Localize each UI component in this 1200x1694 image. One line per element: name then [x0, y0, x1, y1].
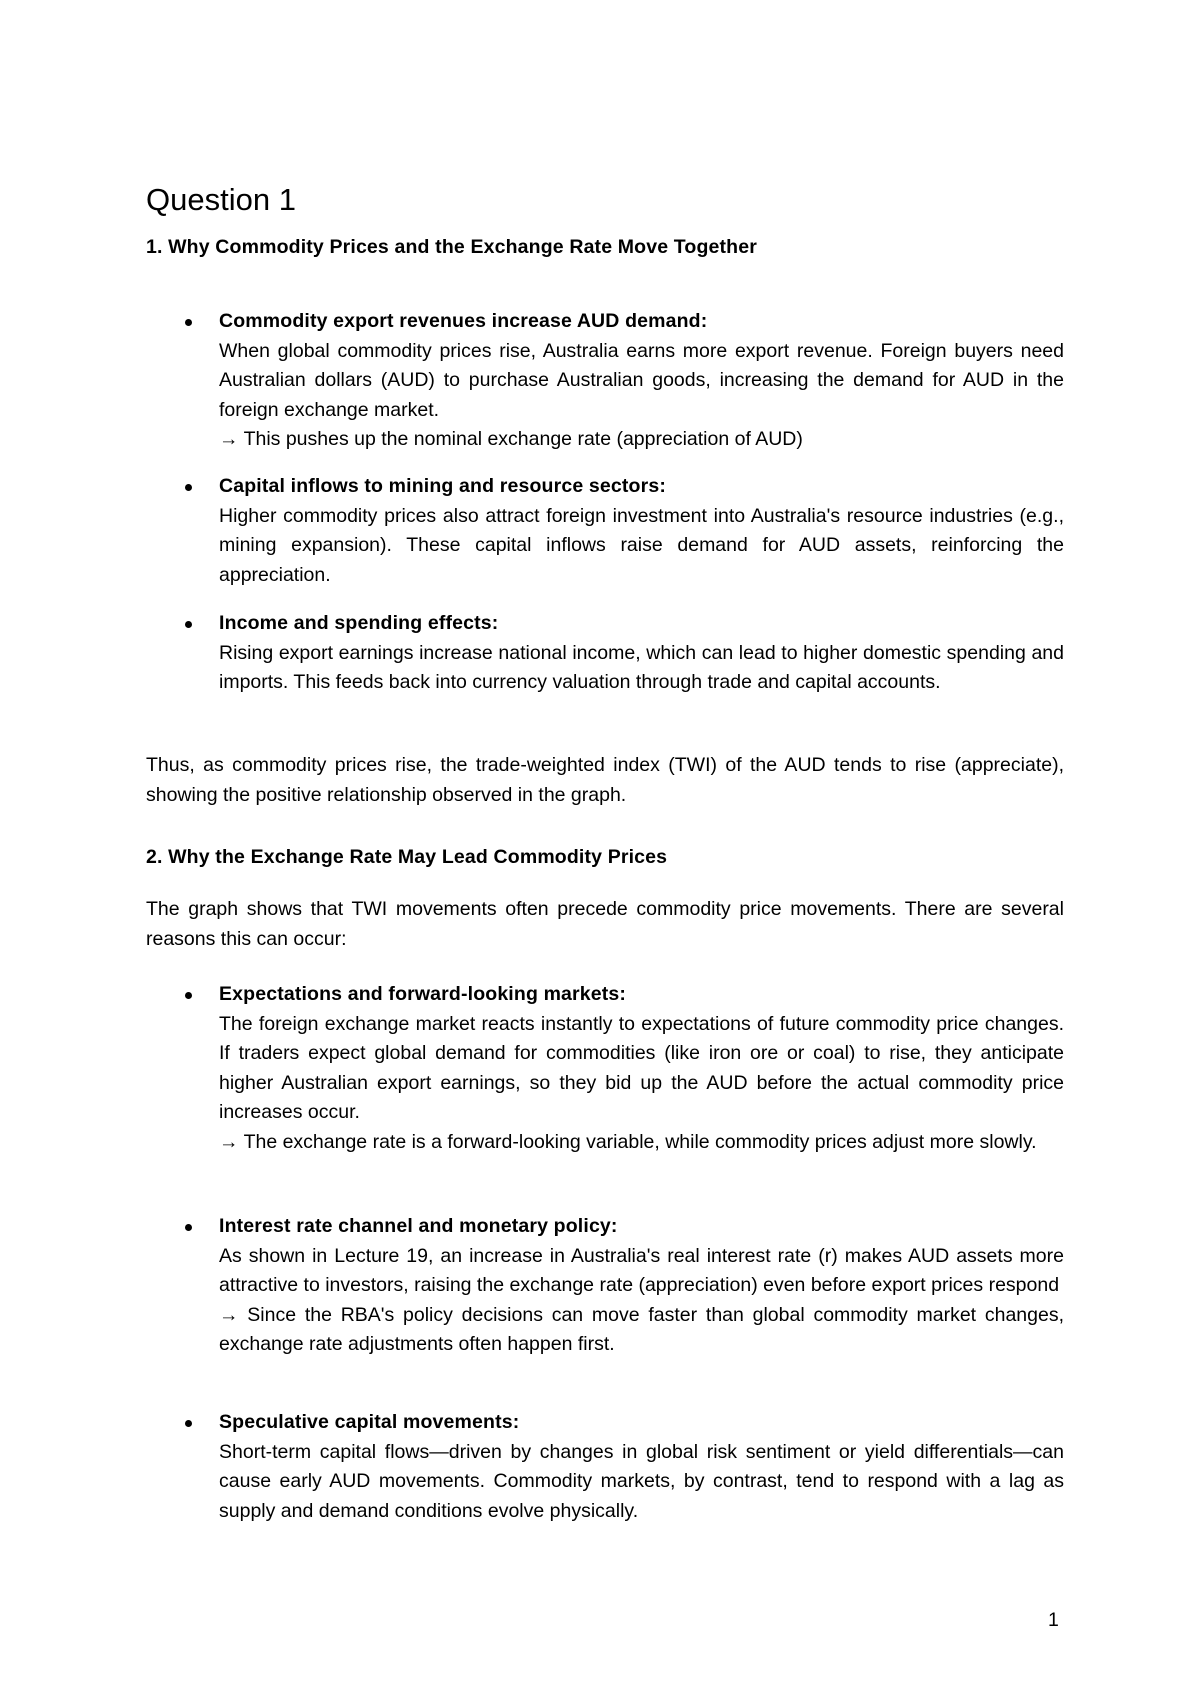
list-item-title: Speculative capital movements:	[219, 1411, 520, 1433]
list-item-title: Income and spending effects:	[219, 612, 499, 634]
page-number: 1	[1048, 1609, 1059, 1631]
list-item-arrow-note: → Since the RBA's policy decisions can move faster than global commodity market changes, exchange rate adjustments often happen first.	[219, 1303, 1064, 1355]
list-item-text: Short-term capital flows—driven by changes in global risk sentiment or yield differentials—can cause early AUD movements. Commodity markets, by contrast, tend to respond with a lag as supply and demand conditions evolve physically.	[219, 1440, 1064, 1522]
list-item-text: The foreign exchange market reacts instantly to expectations of future commodity price changes. If traders expect global demand for commodities (like iron ore or coal) to rise, they anticipate higher Australian export earnings, so they bid up the AUD before the actual commodity price increases occur.	[219, 1012, 1064, 1123]
list-item-text: Rising export earnings increase national income, which can lead to higher domestic spending and imports. This feeds back into currency valuation through trade and capital accounts.	[219, 641, 1064, 693]
bullet-icon	[185, 1224, 192, 1231]
bullet-icon	[185, 319, 192, 326]
page-title: Question 1	[146, 182, 296, 217]
list-item-title: Commodity export revenues increase AUD demand:	[219, 310, 708, 332]
section-1-conclusion	[146, 751, 1064, 810]
section-2	[146, 843, 1064, 871]
bullet-icon	[185, 992, 192, 999]
list-item	[146, 472, 1064, 590]
section-2-intro-text: The graph shows that TWI movements often precede commodity price movements. There are several reasons this can occur:	[146, 898, 1064, 950]
list-item	[146, 1212, 1064, 1360]
list-item	[146, 609, 1064, 698]
section-1-conclusion-text: Thus, as commodity prices rise, the trade-weighted index (TWI) of the AUD tends to rise (appreciate), showing the positive relationship observed in the graph.	[146, 754, 1064, 806]
list-item	[146, 980, 1064, 1157]
list-item-arrow-note: → The exchange rate is a forward-looking variable, while commodity prices adjust more slowly.	[219, 1130, 1037, 1153]
section-2-heading: 2. Why the Exchange Rate May Lead Commodity Prices	[146, 846, 668, 868]
section-1-list-3	[146, 609, 1064, 698]
bullet-icon	[185, 484, 192, 491]
section-2-list-3	[146, 1408, 1064, 1526]
list-item-text: When global commodity prices rise, Australia earns more export revenue. Foreign buyers need Australian dollars (AUD) to purchase Australian goods, increasing the demand for AUD in the foreign exchange market.	[219, 339, 1064, 421]
list-item-title: Capital inflows to mining and resource sectors:	[219, 475, 666, 497]
section-2-intro	[146, 895, 1064, 954]
list-item	[146, 1408, 1064, 1526]
list-item-arrow-note: → This pushes up the nominal exchange rate (appreciation of AUD)	[219, 428, 803, 450]
list-item-title: Interest rate channel and monetary policy:	[219, 1215, 618, 1237]
section-1-list	[146, 307, 1064, 455]
section-1	[146, 233, 1064, 261]
list-item	[146, 307, 1064, 455]
list-item-text: As shown in Lecture 19, an increase in Australia's real interest rate (r) makes AUD assets more attractive to investors, raising the exchange rate (appreciation) even before export prices respond	[219, 1244, 1064, 1296]
section-1-list-2	[146, 472, 1064, 590]
list-item-text: Higher commodity prices also attract foreign investment into Australia's resource industries (e.g., mining expansion). These capital inflows raise demand for AUD assets, reinforcing the appreciation.	[219, 504, 1064, 586]
bullet-icon	[185, 1420, 192, 1427]
section-1-heading: 1. Why Commodity Prices and the Exchange Rate Move Together	[146, 236, 757, 258]
section-2-list-2	[146, 1212, 1064, 1360]
bullet-icon	[185, 621, 192, 628]
list-item-title: Expectations and forward-looking markets:	[219, 983, 627, 1005]
section-2-list	[146, 980, 1064, 1157]
